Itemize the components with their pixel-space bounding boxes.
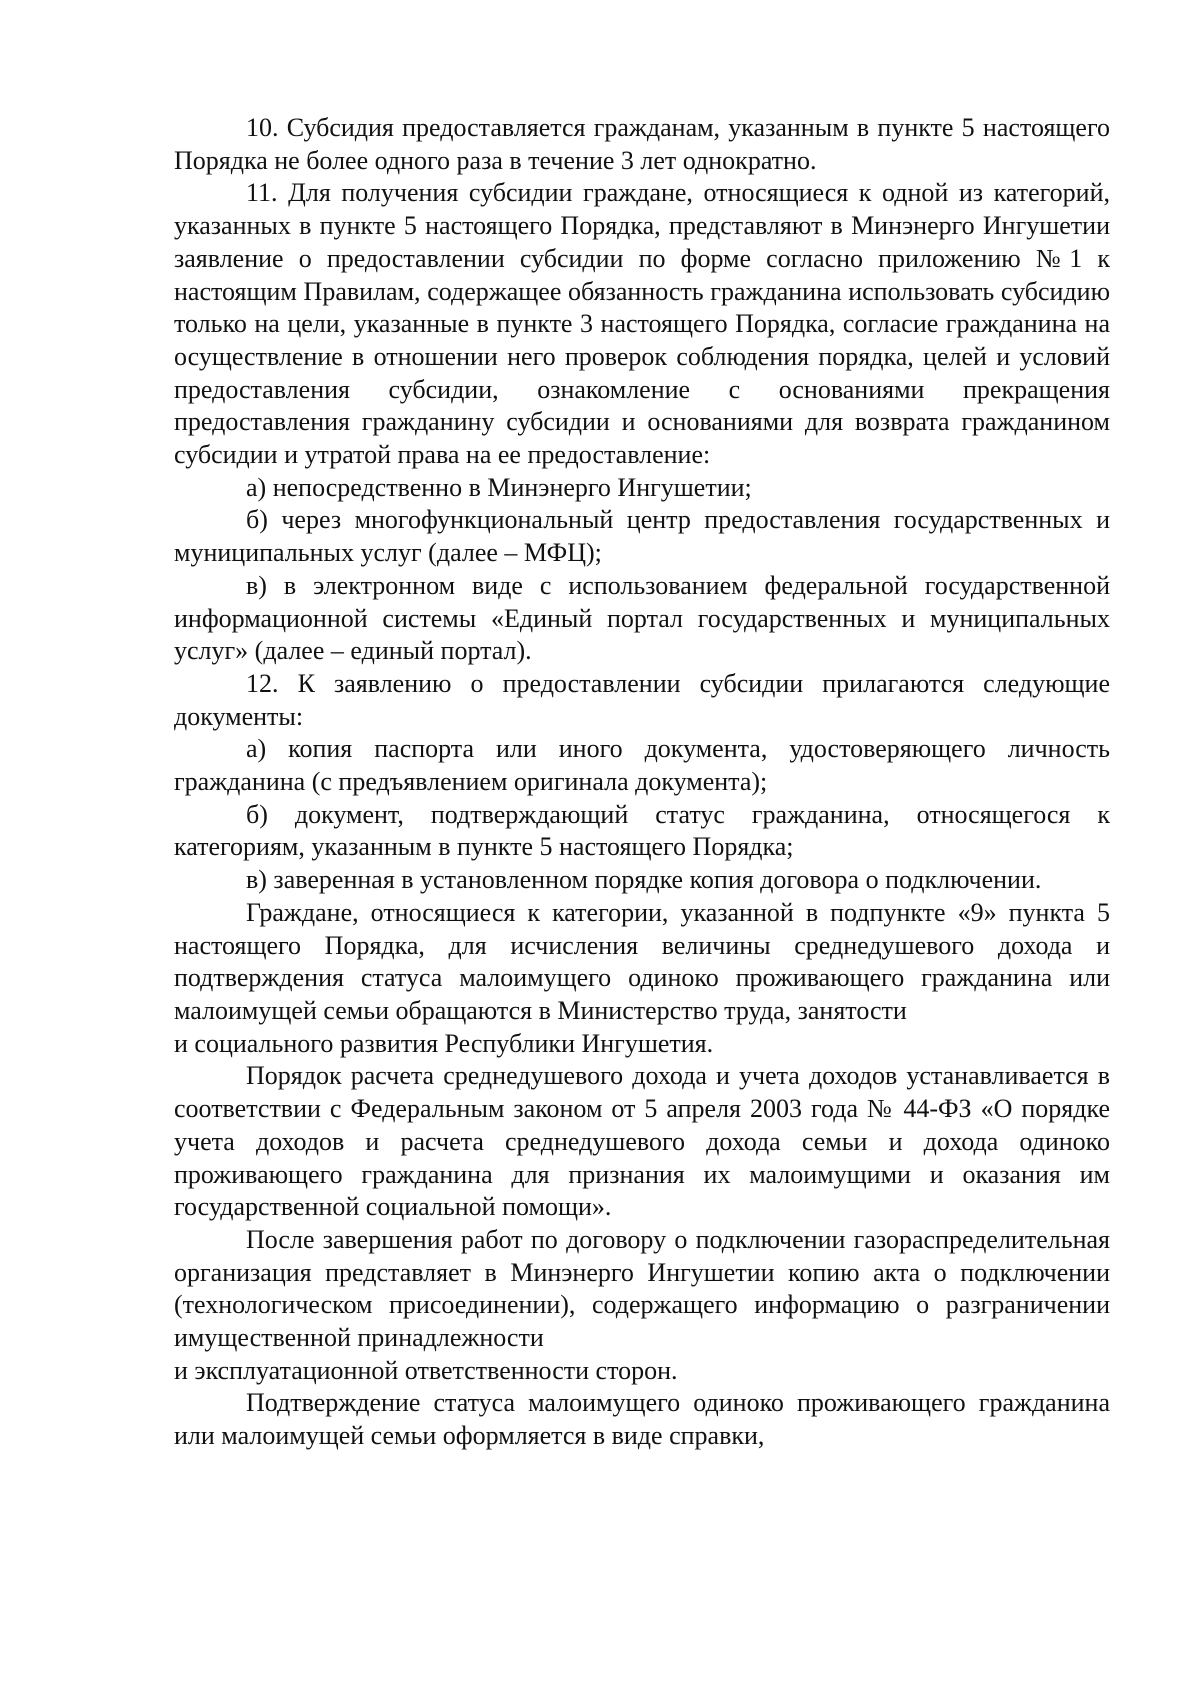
paragraph-12: 12. К заявлению о предоставлении субсидии прилагаются следующие документы: bbox=[174, 668, 1110, 731]
paragraph-income-calculation: Порядок расчета среднедушевого дохода и учета доходов устанавливается в соответствии с Федеральным законом от 5 апреля 2003 года № 44-ФЗ «О порядке учета доходов и расчета среднедушевого дохода семьи и дохода одиноко проживающего гражданина для признания их малоимущими и оказания им государственной социальной помощи». bbox=[174, 1061, 1110, 1222]
paragraph-11-b: б) через многофункциональный центр предоставления государственных и муниципальных услуг (далее – МФЦ); bbox=[174, 505, 1110, 568]
paragraph-11-v: в) в электронном виде с использованием федеральной государственной информационной системы «Единый портал государственных и муниципальных услуг» (далее – единый портал). bbox=[174, 570, 1110, 666]
paragraph-status-confirmation: Подтверждение статуса малоимущего одиноко проживающего гражданина или малоимущей семьи оформляется в виде справки, bbox=[174, 1388, 1110, 1451]
paragraph-11-a: а) непосредственно в Минэнерго Ингушетии; bbox=[246, 472, 752, 502]
paragraph-citizens-category-continued: и социального развития Республики Ингушетия. bbox=[174, 1028, 714, 1058]
paragraph-after-works: После завершения работ по договору о подключении газораспределительная организация представляет в Минэнерго Ингушетии копию акта о подключении (технологическом присоединении), содержащего информацию о разграничении имущественной принадлежности bbox=[174, 1224, 1110, 1353]
paragraph-12-v: в) заверенная в установленном порядке копия договора о подключении. bbox=[246, 865, 1042, 895]
paragraph-citizens-category: Граждане, относящиеся к категории, указанной в подпункте «9» пункта 5 настоящего Порядка, для исчисления величины среднедушевого дохода и подтверждения статуса малоимущего одиноко проживающего гражданина или малоимущей семьи обращаются в Министерство труда, занятости bbox=[174, 897, 1110, 1025]
paragraph-11: 11. Для получения субсидии граждане, относящиеся к одной из категорий, указанных в пункте 5 настоящего Порядка, представляют в Минэнерго Ингушетии заявление о предоставлении субсидии по форме согласно приложению №1 к настоящим Правилам, содержащее обязанность гражданина использовать субсидию только на цели, указанные в пункте 3 настоящего Порядка, согласие гражданина на осуществление в отношении него проверок соблюдения порядка, целей и условий предоставления субсидии, ознакомление с основаниями прекращения предоставления гражданину субсидии и основаниями для возврата гражданином субсидии и утратой права на ее предоставление: bbox=[174, 178, 1110, 470]
paragraph-after-works-continued: и эксплуатационной ответственности сторон. bbox=[174, 1355, 678, 1385]
paragraph-12-a: а) копия паспорта или иного документа, удостоверяющего личность гражданина (с предъявлением оригинала документа); bbox=[174, 734, 1110, 797]
paragraph-10: 10. Субсидия предоставляется гражданам, указанным в пункте 5 настоящего Порядка не более одного раза в течение 3 лет однократно. bbox=[174, 113, 1110, 175]
paragraph-12-b: б) документ, подтверждающий статус гражданина, относящегося к категориям, указанным в пункте 5 настоящего Порядка; bbox=[174, 799, 1110, 862]
